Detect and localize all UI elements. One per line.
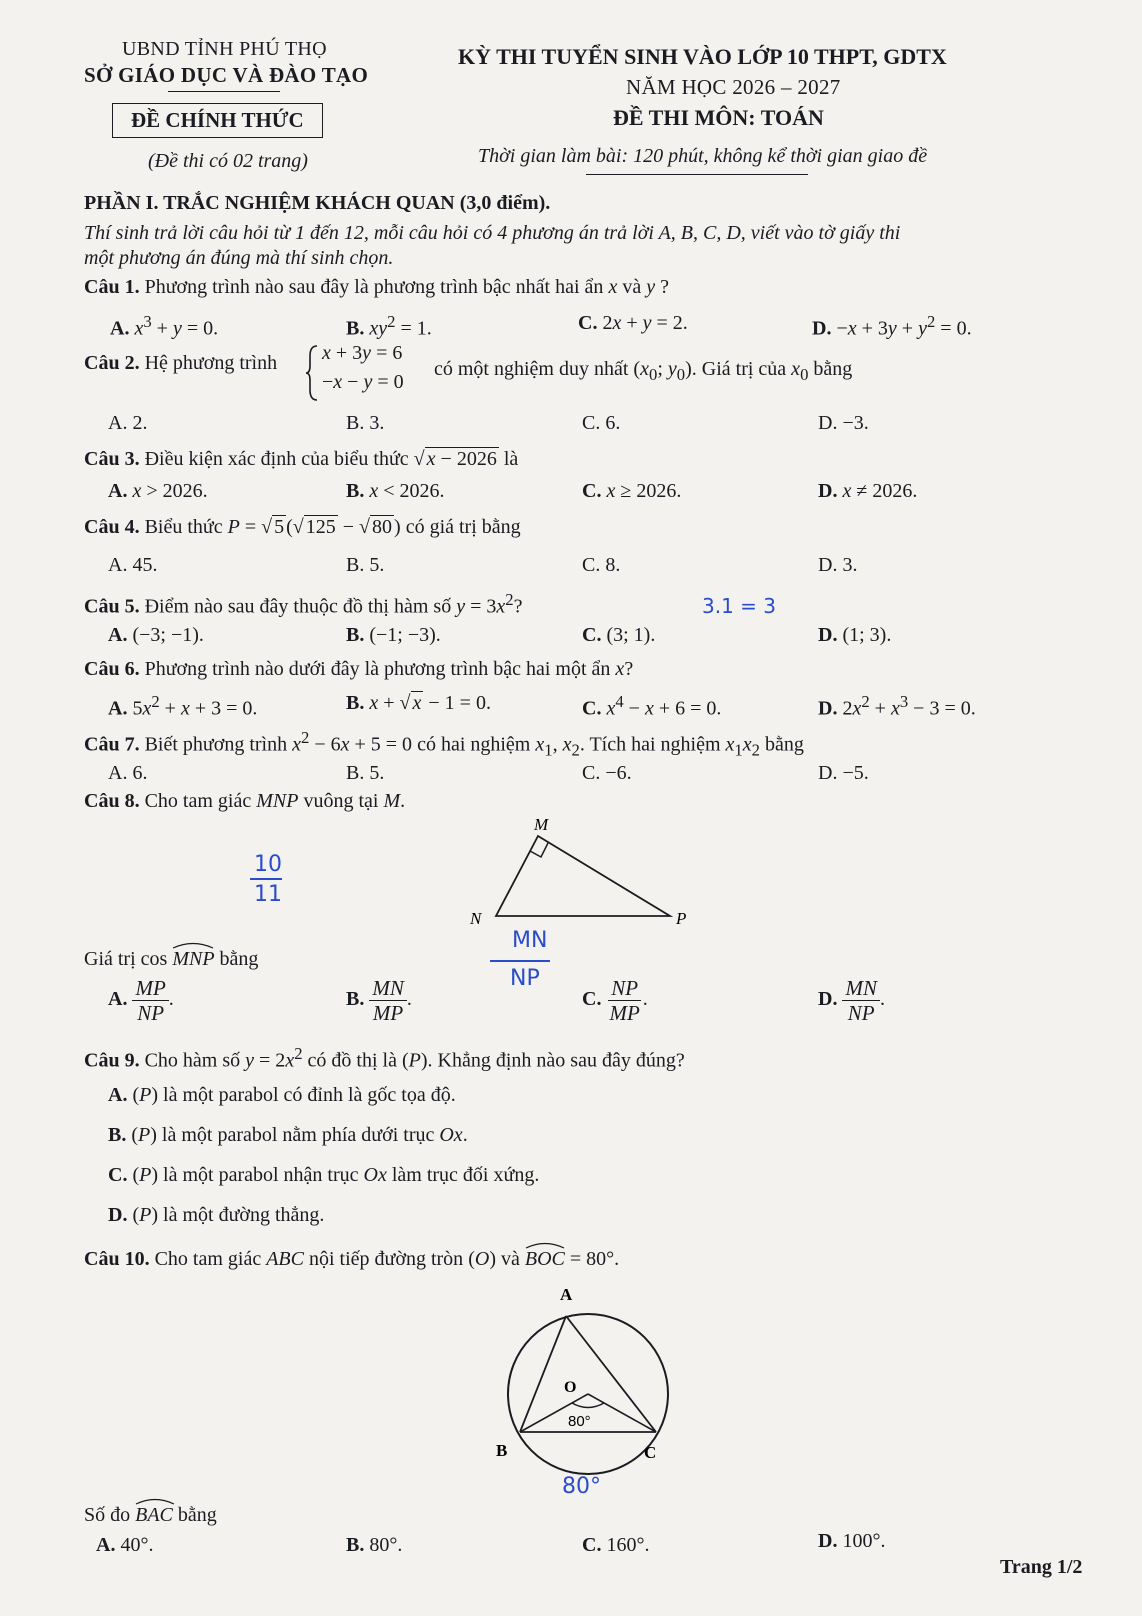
question-10: Câu 10. Cho tam giác ABC nội tiếp đường tròn (O) và BOC = 80°. [84,1248,619,1271]
q5-option-b[interactable]: B. (−1; −3). [346,624,441,646]
exam-subject: ĐỀ THI MÔN: TOÁN [613,105,824,130]
question-6: Câu 6. Phương trình nào dưới đây là phương trình bậc hai một ẩn x? [84,658,634,680]
q2-rest: có một nghiệm duy nhất ($x_0$; $y_0$). Giá trị của $x_0$ bằng [434,358,853,384]
q5-option-d[interactable]: D. (1; 3). [818,624,892,646]
q1-label: Câu 1. [84,276,140,298]
time-underline [586,174,808,175]
q2-option-c[interactable]: C. 6. [582,412,621,434]
q4-option-c[interactable]: C. 8. [582,554,621,576]
q6-option-c[interactable]: C. $x^4 - x + 6 = 0$. [582,692,722,720]
q10-option-d[interactable]: D. 100°. [818,1530,886,1552]
triangle-label-m: M [534,815,549,834]
q7-option-c[interactable]: C. −6. [582,762,632,784]
q2-option-a[interactable]: A. 2. [108,412,148,434]
q3-option-b[interactable]: B. x < 2026. [346,480,445,502]
q4-option-b[interactable]: B. 5. [346,554,385,576]
q5-option-c[interactable]: C. (3; 1). [582,624,656,646]
q2-option-d[interactable]: D. −3. [818,412,869,434]
header-divider [168,91,280,92]
q8-handwritten-bottom: NP [510,966,540,991]
q8-option-a[interactable]: A. $\frac{MP}{NP}$ . [108,976,174,1026]
q9-option-a[interactable]: A. (P) là một parabol có đỉnh là gốc tọa độ. [108,1084,456,1106]
q10-option-c[interactable]: C. 160°. [582,1534,650,1556]
q10-option-a[interactable]: A. 40°. [96,1534,154,1556]
q8-margin-note-top: 10 [254,852,282,877]
circle-label-a: A [560,1285,573,1304]
question-9: Câu 9. Cho hàm số $y = 2x^2$ có đồ thị là (P). Khẳng định nào sau đây đúng? [84,1044,685,1072]
q1-option-b[interactable]: B. $xy^2 = 1$. [346,312,432,340]
q6-option-b[interactable]: B. x + √ x − 1 = 0. [346,692,491,714]
circle-figure [496,1282,686,1492]
circle-label-c: C [644,1443,657,1462]
q7-option-b[interactable]: B. 5. [346,762,385,784]
q5-handwritten-note: 3.1 = 3 [702,594,777,618]
q8-option-d[interactable]: D. $\frac{MN}{NP}$ . [818,976,885,1026]
q8-ask: Giá trị cos MNP bằng [84,948,258,971]
q10-ask: Số đo BAC bằng [84,1504,217,1527]
q7-option-d[interactable]: D. −5. [818,762,869,784]
section-title: PHẦN I. TRẮC NGHIỆM KHÁCH QUAN (3,0 điểm). [84,192,551,214]
q3-option-c[interactable]: C. x ≥ 2026. [582,480,682,502]
circle-angle-label: 80° [568,1413,591,1430]
question-3: Câu 3. Điều kiện xác định của biểu thức √ x − 2026 là [84,448,519,470]
header-dept: SỞ GIÁO DỤC VÀ ĐÀO TẠO [84,63,369,87]
q3-option-a[interactable]: A. x > 2026. [108,480,208,502]
question-4: Câu 4. Biểu thức P = √ 5 (√ 125 − √ 80 ) có giá trị bằng [84,516,521,538]
q4-option-a[interactable]: A. 45. [108,554,158,576]
q9-option-c[interactable]: C. (P) là một parabol nhận trục Ox làm trục đối xứng. [108,1164,540,1186]
q1-option-c[interactable]: C. 2x + y = 2. [578,312,688,334]
page-number: Trang 1/2 [1000,1556,1083,1578]
section-instructions-1: Thí sinh trả lời câu hỏi từ 1 đến 12, mỗi câu hỏi có 4 phương án trả lời A, B, C, D, viết vào tờ giấy thi [84,222,901,244]
circle-label-o: O [564,1379,577,1396]
q10-option-b[interactable]: B. 80°. [346,1534,403,1556]
q2-system-eq2: −x − y = 0 [322,371,404,393]
q4-option-d[interactable]: D. 3. [818,554,858,576]
pages-note: (Đề thi có 02 trang) [148,150,308,172]
q10-handwritten-note: 80° [562,1474,601,1499]
q8-option-c[interactable]: C. $\frac{NP}{MP}$ . [582,976,648,1026]
triangle-label-n: N [470,909,482,928]
question-7: Câu 7. Biết phương trình $x^2 - 6x + 5 = 0$ có hai nghiệm $x_1$, $x_2$. Tích hai nghiệm $x_1x_2$ bằng [84,728,804,760]
question-1: Câu 1. Phương trình nào sau đây là phương trình bậc nhất hai ẩn x và y ? [84,276,669,298]
q9-option-b[interactable]: B. (P) là một parabol nằm phía dưới trục Ox. [108,1124,468,1146]
q8-option-b[interactable]: B. $\frac{MN}{MP}$ . [346,976,412,1026]
exam-year: NĂM HỌC 2026 – 2027 [626,75,841,99]
section-instructions-2: một phương án đúng mà thí sinh chọn. [84,247,394,269]
q2-option-b[interactable]: B. 3. [346,412,385,434]
exam-title: KỲ THI TUYỂN SINH VÀO LỚP 10 THPT, GDTX [458,44,947,69]
q2-brace [304,344,320,402]
question-8: Câu 8. Cho tam giác MNP vuông tại M. [84,790,406,812]
q7-option-a[interactable]: A. 6. [108,762,148,784]
question-5: Câu 5. Điểm nào sau đây thuộc đồ thị hàm số $y = 3x^2$? [84,590,523,618]
time-note: Thời gian làm bài: 120 phút, không kể thời gian giao đề [478,145,928,167]
official-badge: ĐỀ CHÍNH THỨC [112,103,323,138]
triangle-label-p: P [676,909,687,928]
q8-handwritten-rule [490,960,550,962]
q2-system-eq1: x + 3y = 6 [322,342,403,364]
q9-option-d[interactable]: D. (P) là một đường thẳng. [108,1204,325,1226]
q8-margin-note-bottom: 11 [254,882,282,907]
q8-handwritten-top: MN [512,928,548,953]
q5-option-a[interactable]: A. (−3; −1). [108,624,204,646]
question-2: Câu 2. Hệ phương trình [84,352,278,374]
triangle-figure [460,812,700,932]
q1-text: Phương trình nào sau đây là phương trình bậc nhất hai ẩn [144,276,604,298]
circle-label-b: B [496,1441,508,1460]
q6-option-d[interactable]: D. $2x^2 + x^3 - 3 = 0$. [818,692,976,720]
q3-option-d[interactable]: D. x ≠ 2026. [818,480,918,502]
q1-option-a[interactable]: A. $x^3 + y = 0$. [110,312,219,340]
q1-option-d[interactable]: D. $-x + 3y + y^2 = 0$. [812,312,972,340]
q6-option-a[interactable]: A. $5x^2 + x + 3 = 0$. [108,692,258,720]
q8-margin-rule [250,878,282,880]
header-org: UBND TỈNH PHÚ THỌ [122,38,327,60]
